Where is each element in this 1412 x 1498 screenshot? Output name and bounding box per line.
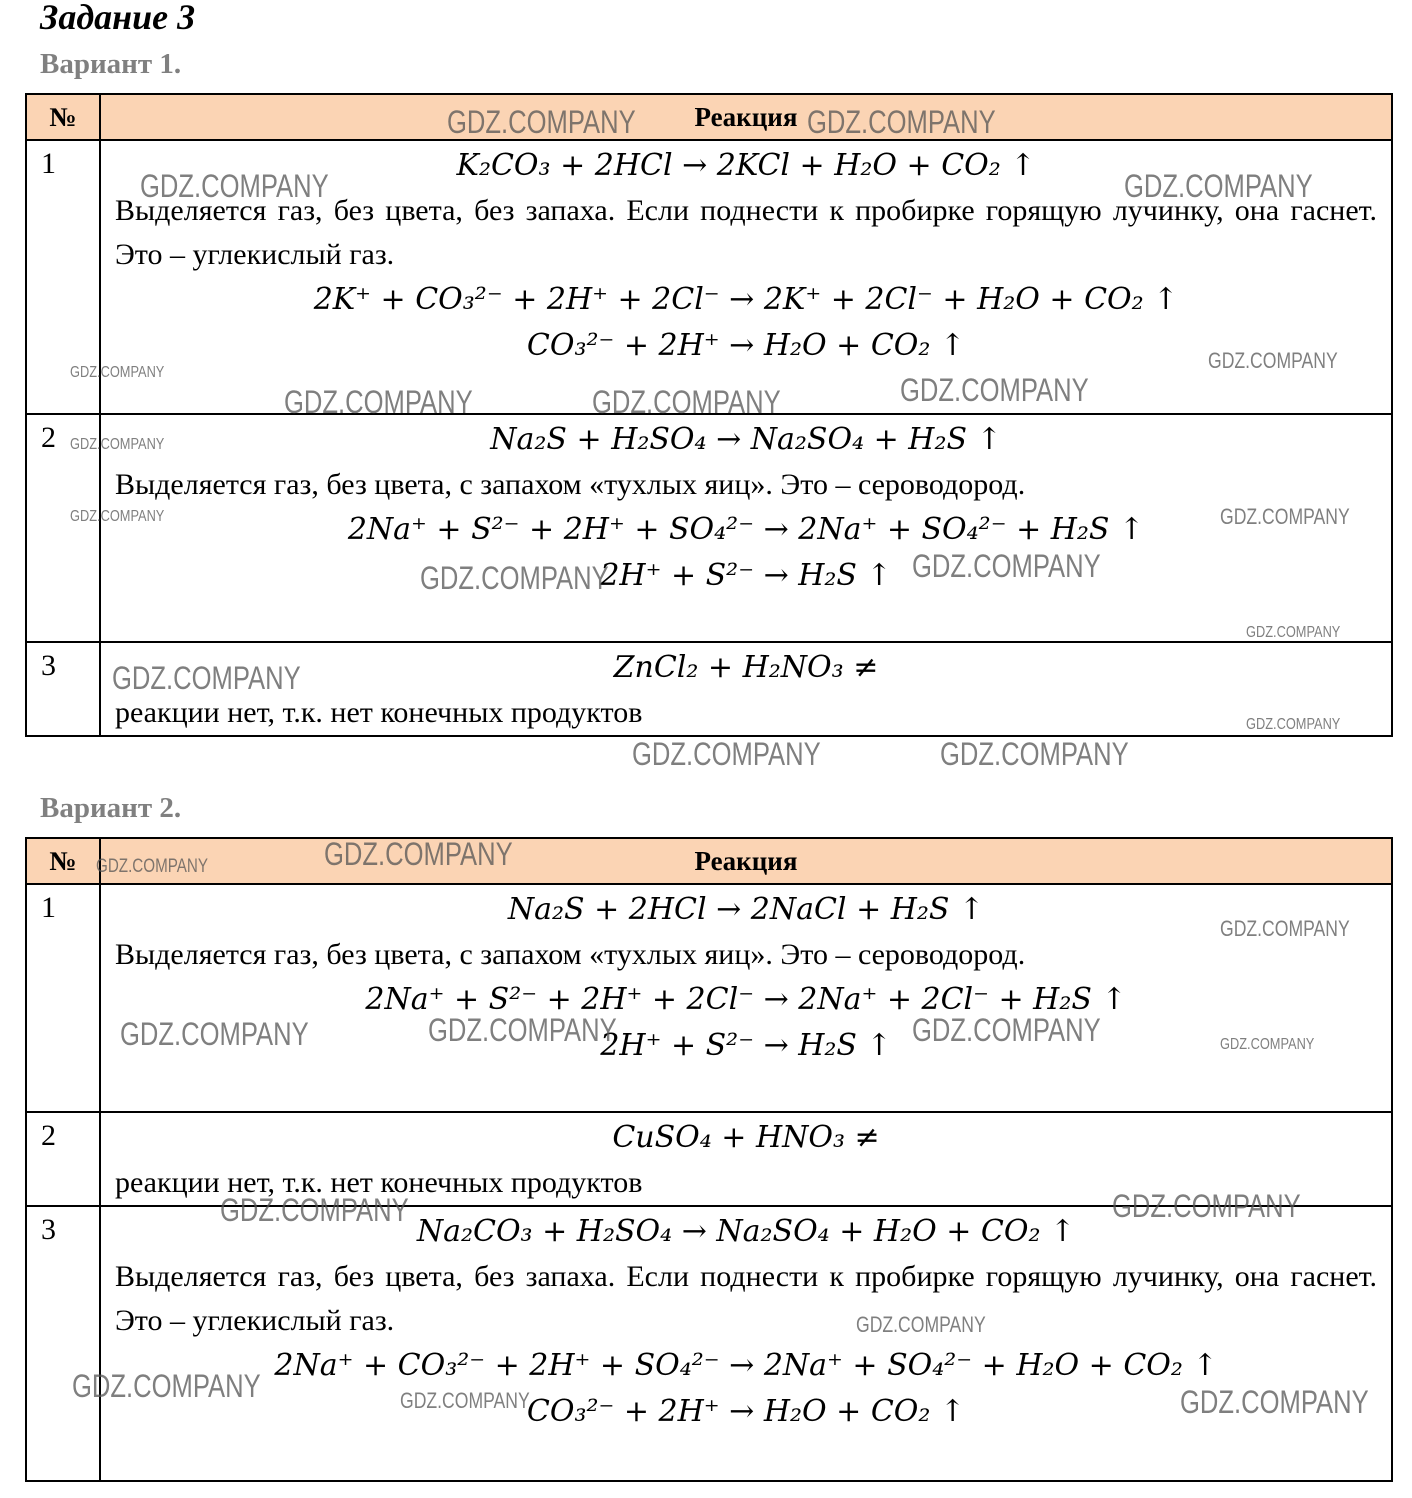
watermark: GDZ.COMPANY [940, 736, 1129, 772]
table-row [26, 1206, 1392, 1481]
header-num: № [26, 838, 100, 884]
row-num: 1 [26, 140, 100, 414]
watermark: GDZ.COMPANY [632, 736, 821, 772]
watermark: GDZ.COMPANY [120, 1016, 309, 1052]
variant-2-table [25, 837, 1393, 1482]
variant-1-label: Вариант 1. [40, 48, 182, 80]
ionic-short: CO₃²⁻ + 2H⁺ → H₂O + CO₂ ↑ [526, 328, 966, 363]
header-reaction: Реакция [100, 838, 1392, 884]
ionic-full: 2Na⁺ + S²⁻ + 2H⁺ + 2Cl⁻ → 2Na⁺ + 2Cl⁻ + H₂S ↑ [365, 982, 1127, 1017]
equation: ZnCl₂ + H₂NO₃ ≠ [613, 650, 879, 685]
row-num: 1 [26, 884, 100, 1112]
row-num: 2 [26, 414, 100, 642]
variant-2-label: Вариант 2. [40, 792, 182, 824]
watermark: GDZ.COMPANY [912, 548, 1101, 584]
ionic-short: CO₃²⁻ + 2H⁺ → H₂O + CO₂ ↑ [526, 1394, 966, 1429]
watermark: GDZ.COMPANY [807, 104, 996, 140]
observation: Выделяется газ, без цвета, без запаха. Если поднести к пробирке горящую лучинку, она гаснет. Это – углекислый газ. [115, 194, 1377, 271]
table-row [26, 1112, 1392, 1206]
equation: Na₂S + 2HCl → 2NaCl + H₂S ↑ [507, 892, 985, 927]
equation: K₂CO₃ + 2HCl → 2KCl + H₂O + CO₂ ↑ [456, 148, 1036, 183]
ionic-short: 2H⁺ + S²⁻ → H₂S ↑ [600, 1028, 892, 1063]
watermark: GDZ.COMPANY [72, 1368, 261, 1404]
row-num: 2 [26, 1112, 100, 1206]
watermark: GDZ.COMPANY [112, 660, 301, 696]
watermark: GDZ.COMPANY [400, 1388, 530, 1413]
table-header [26, 94, 1392, 140]
watermark: GDZ.COMPANY [1246, 716, 1341, 733]
ionic-full: 2Na⁺ + S²⁻ + 2H⁺ + SO₄²⁻ → 2Na⁺ + SO₄²⁻ + H₂S ↑ [347, 512, 1145, 547]
ionic-full: 2K⁺ + CO₃²⁻ + 2H⁺ + 2Cl⁻ → 2K⁺ + 2Cl⁻ + H₂O + CO₂ ↑ [313, 282, 1179, 317]
row-num: 3 [26, 642, 100, 736]
watermark: GDZ.COMPANY [1246, 624, 1341, 641]
variant-1-table [25, 93, 1393, 737]
table-header [26, 838, 1392, 884]
header-num: № [26, 94, 100, 140]
watermark: GDZ.COMPANY [220, 1192, 409, 1228]
watermark: GDZ.COMPANY [96, 856, 209, 877]
table-row [26, 140, 1392, 414]
watermark: GDZ.COMPANY [140, 168, 329, 204]
watermark: GDZ.COMPANY [900, 372, 1089, 408]
watermark: GDZ.COMPANY [912, 1012, 1101, 1048]
table-row [26, 884, 1392, 1112]
watermark: GDZ.COMPANY [1112, 1188, 1301, 1224]
observation: реакции нет, т.к. нет конечных продуктов [115, 696, 643, 729]
watermark: GDZ.COMPANY [70, 364, 165, 381]
equation: CuSO₄ + HNO₃ ≠ [612, 1120, 880, 1155]
watermark: GDZ.COMPANY [70, 508, 165, 525]
table-row [26, 642, 1392, 736]
ionic-full: 2Na⁺ + CO₃²⁻ + 2H⁺ + SO₄²⁻ → 2Na⁺ + SO₄²⁻ + H₂O + CO₂ ↑ [274, 1348, 1218, 1383]
row-num: 3 [26, 1206, 100, 1481]
observation: Выделяется газ, без цвета, с запахом «тухлых яиц». Это – сероводород. [115, 468, 1026, 501]
table-row [26, 414, 1392, 642]
watermark: GDZ.COMPANY [856, 1312, 986, 1337]
watermark: GDZ.COMPANY [1220, 1036, 1315, 1053]
observation: Выделяется газ, без цвета, с запахом «тухлых яиц». Это – сероводород. [115, 938, 1026, 971]
equation: Na₂CO₃ + H₂SO₄ → Na₂SO₄ + H₂O + CO₂ ↑ [416, 1214, 1076, 1249]
watermark: GDZ.COMPANY [447, 104, 636, 140]
task-title: Задание 3 [40, 0, 196, 37]
watermark: GDZ.COMPANY [1220, 504, 1350, 529]
watermark: GDZ.COMPANY [1220, 916, 1350, 941]
watermark: GDZ.COMPANY [1180, 1384, 1369, 1420]
header-reaction: Реакция [100, 94, 1392, 140]
watermark: GDZ.COMPANY [1124, 168, 1313, 204]
watermark: GDZ.COMPANY [70, 436, 165, 453]
observation: Выделяется газ, без цвета, без запаха. Если поднести к пробирке горящую лучинку, она гаснет. Это – углекислый газ. [115, 1260, 1377, 1337]
watermark: GDZ.COMPANY [324, 836, 513, 872]
watermark: GDZ.COMPANY [284, 384, 473, 420]
watermark: GDZ.COMPANY [420, 560, 609, 596]
ionic-short: 2H⁺ + S²⁻ → H₂S ↑ [600, 558, 892, 593]
equation: Na₂S + H₂SO₄ → Na₂SO₄ + H₂S ↑ [490, 422, 1002, 457]
observation: реакции нет, т.к. нет конечных продуктов [115, 1166, 643, 1199]
watermark: GDZ.COMPANY [428, 1012, 617, 1048]
watermark: GDZ.COMPANY [1208, 348, 1338, 373]
watermark: GDZ.COMPANY [592, 384, 781, 420]
